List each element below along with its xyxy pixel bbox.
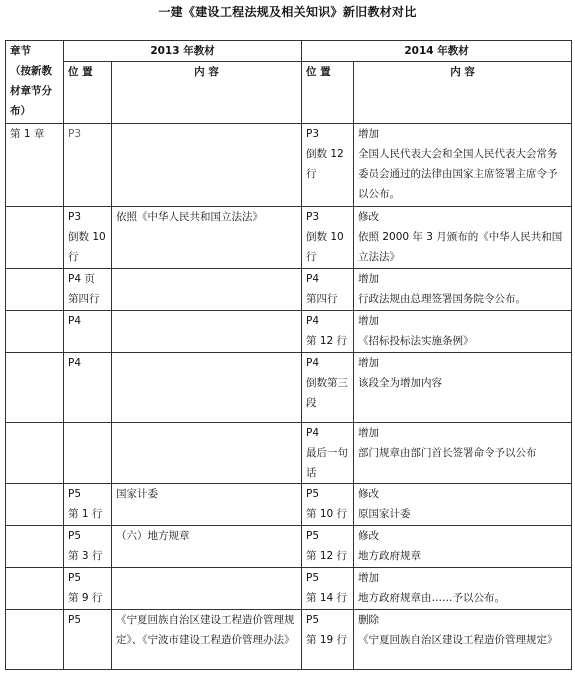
row-old-content xyxy=(112,353,302,423)
row-new-content: 增加 《招标投标法实施条例》 xyxy=(354,311,572,353)
header-2013: 2013 年教材 xyxy=(64,41,302,62)
row-new-content: 修改 原国家计委 xyxy=(354,484,572,526)
row-old-position xyxy=(64,423,112,484)
comparison-table xyxy=(5,40,572,670)
row-new-content: 删除 《宁夏回族自治区建设工程造价管理规定》 xyxy=(354,610,572,670)
row-new-position: P4 倒数第三段 xyxy=(302,353,354,423)
row-new-content: 增加 全国人民代表大会和全国人民代表大会常务委员会通过的法律由国家主席签署主席令予以公布。 xyxy=(354,124,572,207)
row-chapter xyxy=(6,423,64,484)
row-chapter xyxy=(6,311,64,353)
header-new-content: 内 容 xyxy=(354,62,572,124)
table-row xyxy=(6,311,572,353)
row-new-position: P4 最后一句话 xyxy=(302,423,354,484)
table-row xyxy=(6,269,572,311)
row-new-position: P3 倒数 12 行 xyxy=(302,124,354,207)
row-new-content: 增加 部门规章由部门首长签署命令予以公布 xyxy=(354,423,572,484)
header-2014: 2014 年教材 xyxy=(302,41,572,62)
table-row xyxy=(6,484,572,526)
header-old-position: 位 置 xyxy=(64,62,112,124)
header-new-position: 位 置 xyxy=(302,62,354,124)
row-old-content xyxy=(112,269,302,311)
page-title: 一建《建设工程法规及相关知识》新旧教材对比 xyxy=(158,5,417,19)
row-new-content: 增加 行政法规由总理签署国务院令公布。 xyxy=(354,269,572,311)
header-chapter: 章节 （按新教材章节分布） xyxy=(6,41,64,124)
row-chapter xyxy=(6,484,64,526)
row-old-content xyxy=(112,423,302,484)
row-new-position: P5 第 10 行 xyxy=(302,484,354,526)
row-new-position: P5 第 19 行 xyxy=(302,610,354,670)
row-old-content: 《宁夏回族自治区建设工程造价管理规定》、《宁波市建设工程造价管理办法》 xyxy=(112,610,302,670)
row-chapter xyxy=(6,526,64,568)
table-row xyxy=(6,610,572,670)
row-old-position: P4 xyxy=(64,311,112,353)
row-new-position: P5 第 12 行 xyxy=(302,526,354,568)
row-chapter: 第 1 章 xyxy=(6,124,64,207)
row-new-content: 修改 依照 2000 年 3 月颁布的《中华人民共和国立法法》 xyxy=(354,207,572,269)
row-old-position: P5 xyxy=(64,610,112,670)
row-old-position: P5 第 1 行 xyxy=(64,484,112,526)
row-chapter xyxy=(6,610,64,670)
table-row xyxy=(6,353,572,423)
table-row xyxy=(6,526,572,568)
row-old-position: P5 第 9 行 xyxy=(64,568,112,610)
header-old-content: 内 容 xyxy=(112,62,302,124)
row-chapter xyxy=(6,207,64,269)
row-old-content xyxy=(112,311,302,353)
row-old-content: 依照《中华人民共和国立法法》 xyxy=(112,207,302,269)
row-new-content: 增加 该段全为增加内容 xyxy=(354,353,572,423)
row-old-content xyxy=(112,568,302,610)
header-row-years xyxy=(6,41,572,62)
row-new-position: P4 第 12 行 xyxy=(302,311,354,353)
row-old-position: P4 xyxy=(64,353,112,423)
table-row xyxy=(6,568,572,610)
row-new-content: 增加 地方政府规章由……予以公布。 xyxy=(354,568,572,610)
row-new-position: P4 第四行 xyxy=(302,269,354,311)
row-new-position: P5 第 14 行 xyxy=(302,568,354,610)
table-row xyxy=(6,423,572,484)
row-old-content xyxy=(112,124,302,207)
row-old-content: （六）地方规章 xyxy=(112,526,302,568)
row-new-position: P3 倒数 10 行 xyxy=(302,207,354,269)
row-new-content: 修改 地方政府规章 xyxy=(354,526,572,568)
row-chapter xyxy=(6,568,64,610)
header-row-columns xyxy=(6,62,572,124)
row-old-position: P4 页 第四行 xyxy=(64,269,112,311)
row-old-content: 国家计委 xyxy=(112,484,302,526)
table-row xyxy=(6,207,572,269)
row-chapter xyxy=(6,269,64,311)
row-old-position: P3 xyxy=(64,124,112,207)
row-chapter xyxy=(6,353,64,423)
row-old-position: P3 倒数 10 行 xyxy=(64,207,112,269)
table-row xyxy=(6,124,572,207)
row-old-position: P5 第 3 行 xyxy=(64,526,112,568)
